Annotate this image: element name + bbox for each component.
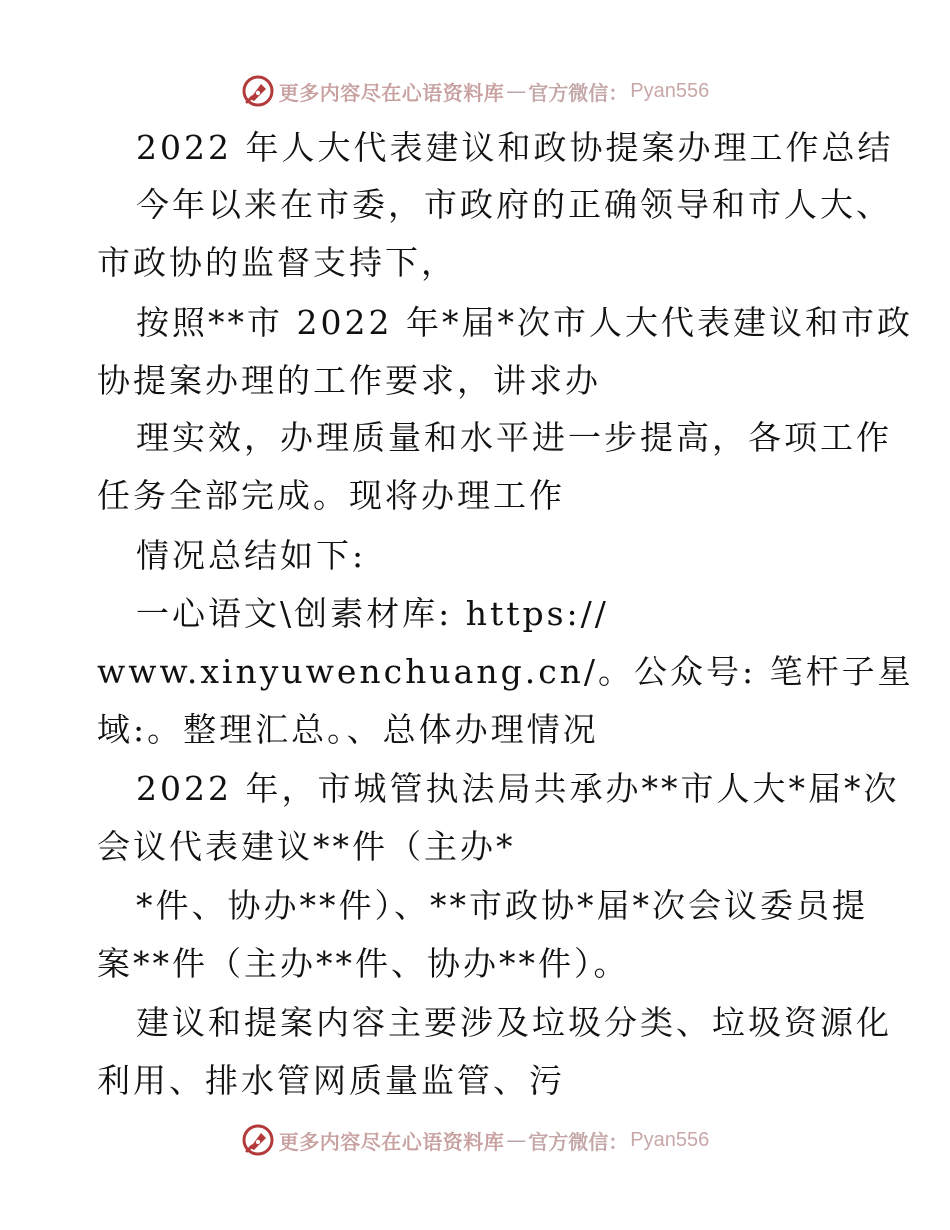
banner-separator: — [506,1128,527,1152]
banner-separator: — [506,79,527,103]
banner-wechat-id: Pyan556 [630,79,710,102]
footer-banner [0,1120,950,1160]
pen-nib-logo-icon [241,1123,275,1157]
banner-wechat-id: Pyan556 [630,1128,710,1151]
paragraph-line: 案**件（主办**件、协办**件）。 [97,944,630,983]
paragraph-line: 按照**市 2022 年*届*次市人大代表建议和市政 [136,303,913,342]
banner-slogan: 更多内容尽在心语资料库 [278,80,505,105]
banner-wechat-label: 官方微信： [528,1129,629,1154]
banner-slogan: 更多内容尽在心语资料库 [278,1129,505,1154]
banner-wechat-label: 官方微信： [528,80,629,105]
paragraph-line: 协提案办理的工作要求，讲求办 [97,361,601,400]
paragraph-line: 理实效，办理质量和水平进一步提高，各项工作 [136,418,892,457]
paragraph-line: 会议代表建议**件（主办* [97,827,516,866]
paragraph-line: 利用、排水管网质量监管、污 [97,1061,565,1100]
document-title: 2022 年人大代表建议和政协提案办理工作总结 [136,128,894,167]
paragraph-line: www.xinyuwenchuang.cn/。公众号: 笔杆子星 [97,652,914,691]
paragraph-line: 一心语文\创素材库: https:// [136,594,609,633]
paragraph-line: 情况总结如下: [136,536,367,575]
paragraph-line: 2022 年，市城管执法局共承办**市人大*届*次 [136,769,900,808]
paragraph-line: 任务全部完成。现将办理工作 [97,476,565,515]
paragraph-line: *件、协办**件）、**市政协*届*次会议委员提 [136,886,868,925]
paragraph-line: 今年以来在市委，市政府的正确领导和市人大、 [136,185,892,224]
paragraph-line: 域:。整理汇总。、总体办理情况 [97,710,599,749]
paragraph-line: 建议和提案内容主要涉及垃圾分类、垃圾资源化 [136,1003,892,1042]
paragraph-line: 市政协的监督支持下， [97,243,457,282]
